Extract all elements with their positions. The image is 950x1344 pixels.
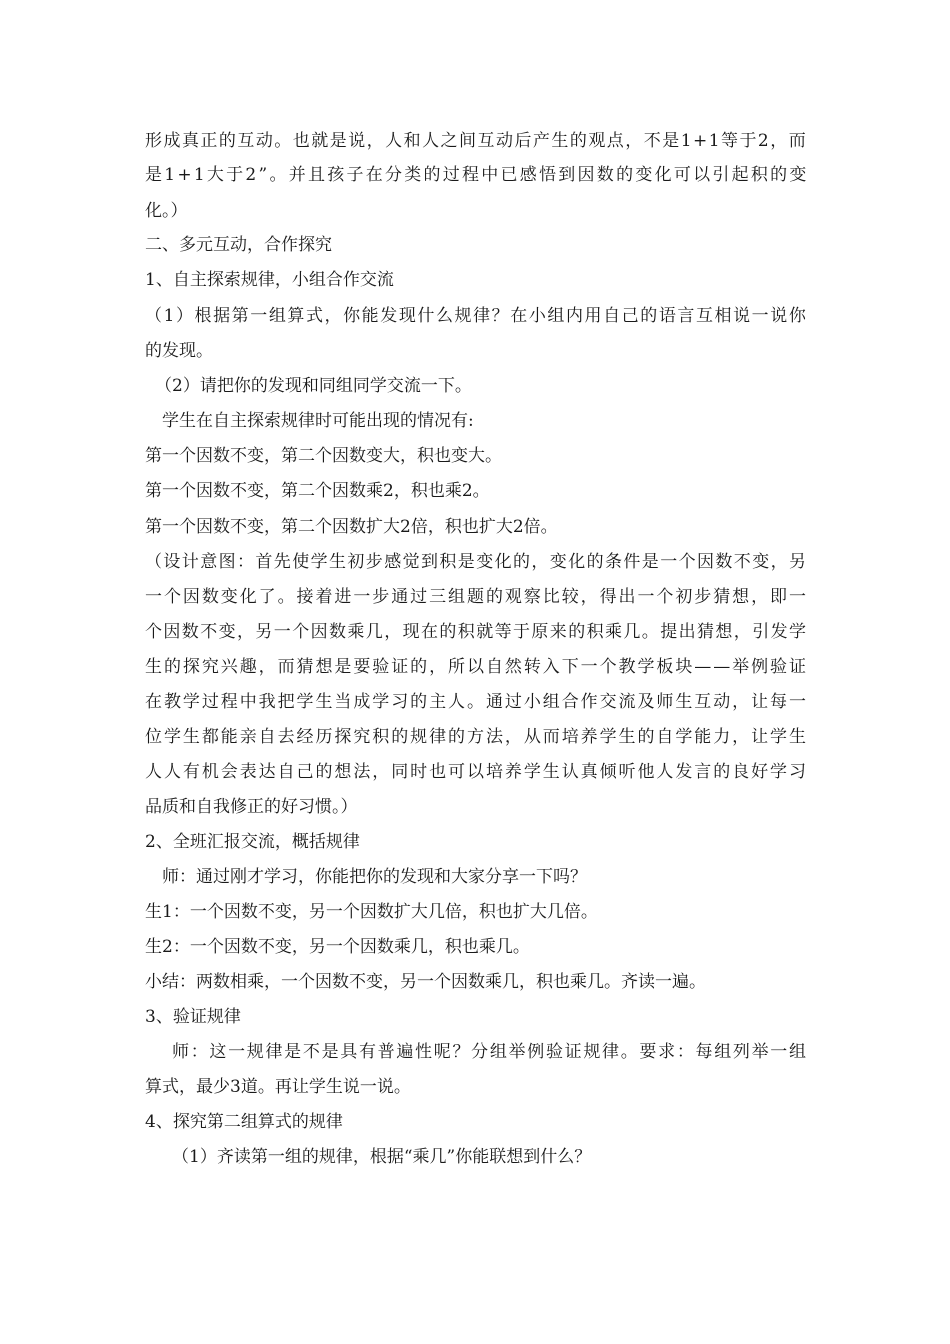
text-line: （设计意图：首先使学生初步感觉到积是变化的，变化的条件是一个因数不变，另: [145, 552, 808, 572]
subsection-heading: 4、探究第二组算式的规律: [145, 1112, 343, 1132]
text-line: 一个因数变化了。接着进一步通过三组题的观察比较，得出一个初步猜想，即一: [145, 587, 808, 607]
subsection-heading: 3、验证规律: [145, 1007, 241, 1027]
text-line: 学生在自主探索规律时可能出现的情况有:: [162, 411, 474, 431]
text-line: 第一个因数不变，第二个因数乘2，积也乘2。: [145, 481, 490, 501]
text-line: （2）请把你的发现和同组同学交流一下。: [155, 376, 472, 396]
text-line: 师：这一规律是不是具有普遍性呢？分组举例验证规律。要求：每组列举一组: [172, 1042, 808, 1062]
text-line: 第一个因数不变，第二个因数变大，积也变大。: [145, 446, 502, 466]
text-line: （1）根据第一组算式，你能发现什么规律？在小组内用自己的语言互相说一说你: [145, 306, 808, 326]
text-line: 师：通过刚才学习，你能把你的发现和大家分享一下吗？: [162, 867, 587, 887]
text-line: 小结：两数相乘，一个因数不变，另一个因数乘几，积也乘几。齐读一遍。: [145, 972, 706, 992]
text-line: 化。）: [145, 201, 188, 221]
text-line: 的发现。: [145, 341, 213, 361]
text-line: （1）齐读第一组的规律，根据“乘几”你能联想到什么？: [172, 1147, 592, 1167]
subsection-heading: 2、全班汇报交流，概括规律: [145, 832, 360, 852]
text-line: 生的探究兴趣，而猜想是要验证的，所以自然转入下一个教学板块——举例验证: [145, 657, 808, 677]
text-line: 在教学过程中我把学生当成学习的主人。通过小组合作交流及师生互动，让每一: [145, 692, 808, 712]
text-line: 位学生都能亲自去经历探究积的规律的方法，从而培养学生的自学能力，让学生: [145, 727, 808, 747]
text-line: 第一个因数不变，第二个因数扩大2倍，积也扩大2倍。: [145, 517, 558, 537]
text-line: 生2：一个因数不变，另一个因数乘几，积也乘几。: [145, 937, 530, 957]
subsection-heading: 1、自主探索规律，小组合作交流: [145, 270, 394, 290]
text-line: 个因数不变，另一个因数乘几，现在的积就等于原来的积乘几。提出猜想，引发学: [145, 622, 808, 642]
text-line: 人人有机会表达自己的想法，同时也可以培养学生认真倾听他人发言的良好学习: [145, 762, 808, 782]
text-line: 品质和自我修正的好习惯。）: [145, 797, 358, 817]
text-line: 是1+1大于2”。并且孩子在分类的过程中已感悟到因数的变化可以引起积的变: [145, 165, 809, 185]
section-heading: 二、多元互动，合作探究: [145, 235, 332, 255]
text-line: 算式，最少3道。再让学生说一说。: [145, 1077, 411, 1097]
text-line: 生1：一个因数不变，另一个因数扩大几倍，积也扩大几倍。: [145, 902, 598, 922]
text-line: 形成真正的互动。也就是说，人和人之间互动后产生的观点，不是1+1等于2，而: [145, 131, 808, 151]
